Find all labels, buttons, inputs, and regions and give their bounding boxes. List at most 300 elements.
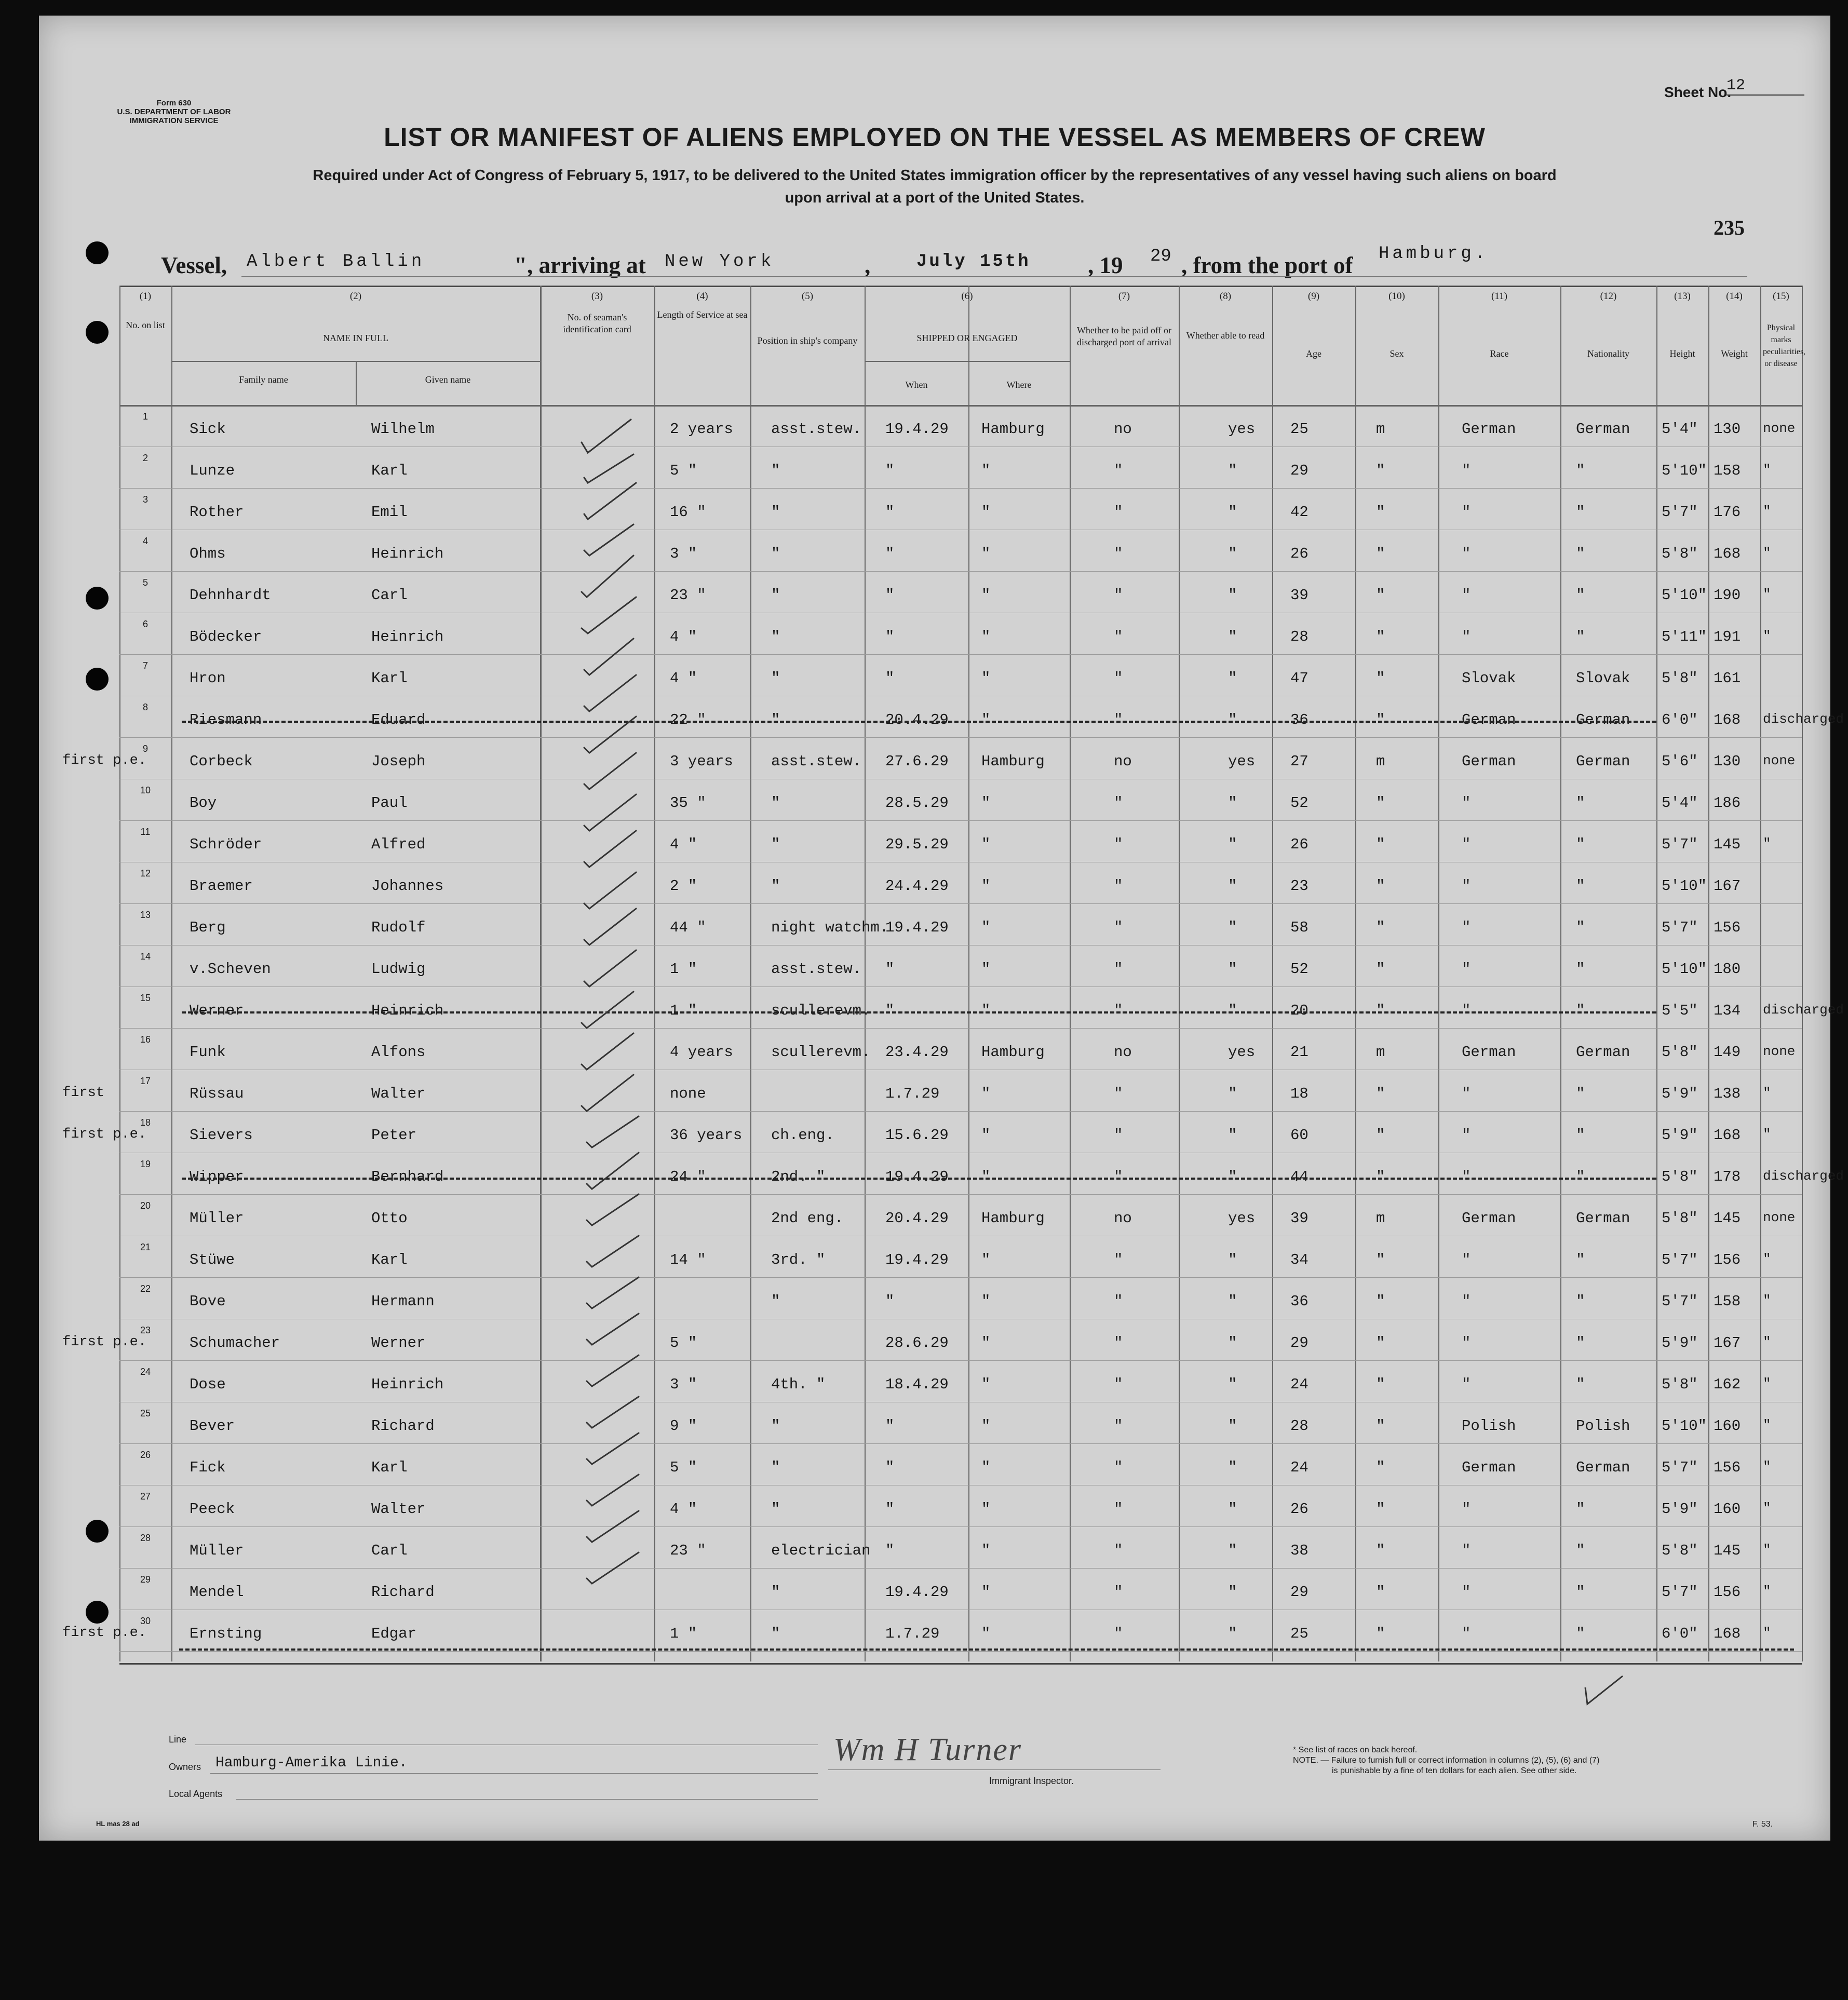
- cell-where: ": [981, 794, 991, 812]
- cell-where: ": [981, 504, 991, 521]
- cell-position: 2nd eng.: [771, 1210, 844, 1227]
- row-divider: [119, 571, 1802, 572]
- cell-nat: ": [1576, 919, 1585, 936]
- cell-where: ": [981, 711, 991, 728]
- cell-family: Ernsting: [190, 1625, 262, 1642]
- cell-nat: ": [1576, 587, 1585, 604]
- cell-age: 52: [1290, 961, 1309, 978]
- cell-height: 5'9": [1662, 1334, 1698, 1352]
- cell-height: 5'7": [1662, 919, 1698, 936]
- cell-when: 28.6.29: [885, 1334, 949, 1352]
- cell-height: 5'4": [1662, 794, 1698, 812]
- cell-weight: 130: [1714, 421, 1741, 438]
- cell-height: 5'8": [1662, 1542, 1698, 1559]
- cell-race: ": [1462, 1501, 1471, 1518]
- cell-read: ": [1228, 836, 1237, 853]
- cell-given: Peter: [371, 1127, 417, 1144]
- manifest-sheet: Form 630 U.S. DEPARTMENT OF LABOR IMMIGRATION SERVICE Sheet No. 12 LIST OR MANIFEST OF ALIENS EMPLOYED ON THE VESSEL AS MEMBERS OF CREW Required under Act of Congress of February 5, 1917, to be delivered to the United States immigration officer by the representatives of any vessel having such aliens on board upon arrival at a port of the United States. 235 Vessel, Albert Ballin ", arriving at New York , July 15th , 19 29 , from the port of Hamburg. (1) (2) (3) (4) (5) (6) (7) (8) (9) (10) (11) (12) (13) (14) (15) No. on list NAME IN FULL Family name Given name No. of seaman's identification card Length of Service at sea Position in ship's company SHIPPED OR ENGAGED When Where Whether to be paid off or discharged port of arrival Whether able to read Age Sex Race Nationality Height Weight Physical marks peculiarities, or disease 1 Sick Wilhelm 2 years asst.stew. 19.4.29 Hamburg no yes 25 m German German 5'4" 130 none 2 Lunze Karl 5 " " " " " " 29 " " " 5'10" 158 " 3 Rother Emil 16 " " " " " " 42 " " " 5'7" 176 " 4 Ohms Heinrich 3 " " " " " " 26 " " " 5'8" 168 " 5 Dehnhardt Carl 23 " " " " " " 39 " " " 5'10" 190 " 6 Bödecker Heinrich 4 " " " " " " 28 " " " 5'11" 191 " 7 Hron Karl 4 " " " " " " 47 " Slovak Slovak 5'8" 161 8 Riesmann Eduard 22 " " 20.4.29 " " " 36 " German German 6'0" 168 discharged 9 first p.e. Corbeck Joseph 3 years asst.stew. 27.6.29 Hamburg no yes 27 m German German 5'6" 130 none 10 Boy Paul 35 " " 28.5.29 " " " 52 " " " 5'4" 186 11 Schröder Alfred 4 " " 29.5.29 " " " 26 " " " 5'7" 145 " 12 Braemer Johannes 2 " " 24.4.29 " " " 23 " " " 5'10" 167 13 Berg Rudolf 44 " night watchm. 19.4.29 " " " 58 " " " 5'7" 156 14 v.Scheven Ludwig 1 " asst.stew. " " " " 52 " " " 5'10" 180 15 Werner Heinrich 1 " scullerevm. " " " " 20 " " " 5'5" 134 discharged 16 Funk Alfons 4 years scullerevm. 23.4.29 Hamburg no yes 21 m German German 5'8" 149 none 17 first Rüssau Walter none 1.7.29 " " " 18 " " " 5'9" 138 " 18 first p.e. Sievers Peter 36 years ch.eng. 15.6.29 " " " 60 " " " 5'9" 168 " 19 Wipper Bernhard 24 " 2nd. " 19.4.29 " " " 44 " " " 5'8" 178 discharged 20 Müller Otto 2nd eng. 20.4.29 Hamburg no yes 39 m German German 5'8" 145 none 21 Stüwe Karl 14 " 3rd. " 19.4.29 " " " 34 " " " 5'7" 156 " 22 Bove Hermann " " " " " 36 " " " 5'7" 158 " 23 first p.e. Schumacher Werner 5 " 28.6.29 " " " 29 " " " 5'9" 167 " 24 Dose Heinrich 3 " 4th. " 18.4.29 " " " 24 " " " 5'8" 162 " 25 Bever Richard 9 " " " " " " 28 " Polish Polish 5'10" 160 " 26 Fick Karl 5 " " " " " " 24 " German German 5'7" 156 " 27 Peeck Walter 4 " " " " " " 26 " " " 5'9" 160 " 28 Müller Carl 23 " electrician " " " " 38 " " " 5'8" 145 " 29 Mendel Richard " 19.4.29 " " " 29 " " " 5'7" 156 " 30 first p.e. Ernsting Edgar 1 " " 1.7.29 " " " 25 " " " 6'0" 168 " Line Owners Hamburg-Amerika Linie. Local Agents Wm H Turner Immigrant Inspector. * See list of races on back hereof. NOTE. — Failure to furnish full or correct information in columns (2), (5), (6) and (7) is punishable by a fine of ten dollars for each alien. See other side. HL mas 28 ad F. 53.: [39, 16, 1830, 1841]
- cell-sex: ": [1376, 504, 1385, 521]
- cell-paid: ": [1114, 1584, 1123, 1601]
- cell-sex: ": [1376, 545, 1385, 562]
- cell-when: 24.4.29: [885, 877, 949, 895]
- cell-race: ": [1462, 1334, 1471, 1352]
- row-divider: [119, 737, 1802, 738]
- cell-sex: ": [1376, 587, 1385, 604]
- row-number: 4: [142, 536, 148, 546]
- cell-nat: ": [1576, 545, 1585, 562]
- cell-nat: ": [1576, 877, 1585, 895]
- cell-service: 1 ": [670, 1625, 697, 1642]
- cell-age: 39: [1290, 587, 1309, 604]
- cell-given: Heinrich: [371, 1002, 444, 1019]
- cell-age: 25: [1290, 421, 1309, 438]
- cell-weight: 176: [1714, 504, 1741, 521]
- inspector-signature: Wm H Turner: [833, 1732, 1022, 1767]
- cell-age: 42: [1290, 504, 1309, 521]
- row-number: 9: [142, 744, 148, 754]
- cell-family: Funk: [190, 1044, 226, 1061]
- cell-when: 1.7.29: [885, 1625, 940, 1642]
- cell-when: 19.4.29: [885, 1168, 949, 1185]
- cell-paid: ": [1114, 794, 1123, 812]
- cell-paid: ": [1114, 1334, 1123, 1352]
- cell-race: German: [1462, 1044, 1516, 1061]
- row-number: 18: [140, 1117, 151, 1128]
- cell-when: 29.5.29: [885, 836, 949, 853]
- cell-age: 36: [1290, 1293, 1309, 1310]
- row-number: 7: [142, 660, 148, 671]
- cell-service: 4 ": [670, 1501, 697, 1518]
- cell-age: 26: [1290, 545, 1309, 562]
- cell-race: ": [1462, 836, 1471, 853]
- cell-paid: ": [1114, 1251, 1123, 1268]
- cell-nat: ": [1576, 836, 1585, 853]
- cell-sex: ": [1376, 1625, 1385, 1642]
- cell-given: Carl: [371, 1542, 408, 1559]
- cell-paid: no: [1114, 421, 1132, 438]
- cell-marks: ": [1763, 1085, 1771, 1101]
- cell-where: ": [981, 1168, 991, 1185]
- cell-sex: ": [1376, 1293, 1385, 1310]
- cell-service: 4 ": [670, 836, 697, 853]
- cell-given: Joseph: [371, 753, 426, 770]
- cell-height: 5'9": [1662, 1501, 1698, 1518]
- cell-when: 23.4.29: [885, 1044, 949, 1061]
- cell-read: ": [1228, 587, 1237, 604]
- cell-sex: m: [1376, 1044, 1385, 1061]
- cell-marks: ": [1763, 587, 1771, 602]
- cell-position: 4th. ": [771, 1376, 826, 1393]
- cell-family: Bödecker: [190, 628, 262, 645]
- cell-position: ": [771, 545, 780, 562]
- inspector-label: Immigrant Inspector.: [989, 1776, 1074, 1786]
- cell-family: Corbeck: [190, 753, 253, 770]
- cell-position: scullerevm.: [771, 1044, 871, 1061]
- cell-read: ": [1228, 1293, 1237, 1310]
- cell-weight: 130: [1714, 753, 1741, 770]
- cell-race: ": [1462, 919, 1471, 936]
- from-port-label: , from the port of: [1181, 252, 1353, 278]
- row-annotation: first p.e.: [62, 753, 147, 768]
- cell-age: 26: [1290, 1501, 1309, 1518]
- cell-sex: ": [1376, 1501, 1385, 1518]
- cell-given: Richard: [371, 1417, 435, 1435]
- row-divider: [119, 1111, 1802, 1112]
- cell-marks: ": [1763, 1293, 1771, 1308]
- cell-paid: ": [1114, 1625, 1123, 1642]
- row-divider: [119, 654, 1802, 655]
- cell-age: 27: [1290, 753, 1309, 770]
- cell-sex: ": [1376, 670, 1385, 687]
- cell-read: ": [1228, 1085, 1237, 1102]
- cell-race: ": [1462, 545, 1471, 562]
- cell-nat: German: [1576, 711, 1630, 728]
- cell-age: 29: [1290, 1334, 1309, 1352]
- cell-service: 4 ": [670, 670, 697, 687]
- cell-height: 5'8": [1662, 1044, 1698, 1061]
- cell-position: ": [771, 462, 780, 479]
- cell-given: Heinrich: [371, 1376, 444, 1393]
- row-number: 13: [140, 910, 151, 920]
- cell-family: Müller: [190, 1542, 244, 1559]
- document-subtitle-continued: upon arrival at a port of the United States.: [785, 190, 1085, 206]
- cell-where: ": [981, 1127, 991, 1144]
- cell-service: 16 ": [670, 504, 706, 521]
- cell-paid: no: [1114, 1210, 1132, 1227]
- cell-height: 5'9": [1662, 1127, 1698, 1144]
- arrival-date: July 15th: [916, 252, 1031, 272]
- cell-race: ": [1462, 1002, 1471, 1019]
- cell-read: ": [1228, 1334, 1237, 1352]
- row-number: 16: [140, 1034, 151, 1045]
- cell-nat: Slovak: [1576, 670, 1630, 687]
- cell-where: ": [981, 1459, 991, 1476]
- cell-service: 22 ": [670, 711, 706, 728]
- cell-weight: 156: [1714, 1584, 1741, 1601]
- cell-race: German: [1462, 1210, 1516, 1227]
- cell-service: 24 ": [670, 1168, 706, 1185]
- cell-when: 19.4.29: [885, 1584, 949, 1601]
- cell-marks: ": [1763, 628, 1771, 644]
- cell-age: 60: [1290, 1127, 1309, 1144]
- cell-position: ": [771, 836, 780, 853]
- cell-where: ": [981, 1417, 991, 1435]
- cell-weight: 158: [1714, 1293, 1741, 1310]
- row-number: 2: [142, 453, 148, 463]
- cell-weight: 178: [1714, 1168, 1741, 1185]
- cell-given: Alfred: [371, 836, 426, 853]
- owners-label: Owners: [169, 1762, 201, 1772]
- cell-paid: ": [1114, 919, 1123, 936]
- cell-read: yes: [1228, 753, 1256, 770]
- cell-service: 3 ": [670, 1376, 697, 1393]
- row-divider: [119, 1443, 1802, 1444]
- strike-through-line: [182, 1011, 1656, 1013]
- cell-paid: ": [1114, 587, 1123, 604]
- cell-nat: German: [1576, 1210, 1630, 1227]
- cell-marks: ": [1763, 545, 1771, 561]
- cell-age: 29: [1290, 1584, 1309, 1601]
- cell-paid: ": [1114, 670, 1123, 687]
- cell-given: Emil: [371, 504, 408, 521]
- cell-when: 1.7.29: [885, 1085, 940, 1102]
- cell-where: ": [981, 1584, 991, 1601]
- row-divider: [119, 1526, 1802, 1527]
- cell-paid: no: [1114, 1044, 1132, 1061]
- cell-weight: 145: [1714, 1210, 1741, 1227]
- punch-hole: [86, 668, 109, 691]
- cell-paid: ": [1114, 711, 1123, 728]
- cell-marks: ": [1763, 1542, 1771, 1558]
- department-name: U.S. DEPARTMENT OF LABOR: [117, 107, 231, 116]
- cell-position: ": [771, 877, 780, 895]
- cell-nat: ": [1576, 1293, 1585, 1310]
- cell-height: 5'10": [1662, 961, 1707, 978]
- cell-race: ": [1462, 1584, 1471, 1601]
- cell-paid: ": [1114, 1168, 1123, 1185]
- cell-race: German: [1462, 421, 1516, 438]
- cell-paid: ": [1114, 877, 1123, 895]
- cell-when: ": [885, 1459, 895, 1476]
- cell-given: Karl: [371, 462, 408, 479]
- col-weight: Weight: [1721, 348, 1748, 359]
- row-number: 27: [140, 1491, 151, 1502]
- cell-sex: m: [1376, 753, 1385, 770]
- cell-given: Karl: [371, 1251, 408, 1268]
- cell-age: 28: [1290, 628, 1309, 645]
- cell-age: 26: [1290, 836, 1309, 853]
- cell-nat: ": [1576, 462, 1585, 479]
- arrival-port: New York: [665, 252, 775, 272]
- cell-nat: German: [1576, 753, 1630, 770]
- cell-where: ": [981, 1542, 991, 1559]
- cell-where: ": [981, 877, 991, 895]
- cell-sex: ": [1376, 1459, 1385, 1476]
- cell-paid: ": [1114, 1376, 1123, 1393]
- cell-race: ": [1462, 1251, 1471, 1268]
- cell-given: Carl: [371, 587, 408, 604]
- cell-when: 28.5.29: [885, 794, 949, 812]
- cell-given: Karl: [371, 670, 408, 687]
- cell-position: asst.stew.: [771, 961, 862, 978]
- cell-age: 38: [1290, 1542, 1309, 1559]
- cell-paid: ": [1114, 1542, 1123, 1559]
- cell-race: German: [1462, 753, 1516, 770]
- cell-position: asst.stew.: [771, 421, 862, 438]
- cell-height: 6'0": [1662, 1625, 1698, 1642]
- year-label: , 19: [1088, 252, 1123, 278]
- cell-sex: ": [1376, 961, 1385, 978]
- cell-family: Dose: [190, 1376, 226, 1393]
- row-divider: [119, 1360, 1802, 1361]
- cell-age: 23: [1290, 877, 1309, 895]
- cell-read: ": [1228, 877, 1237, 895]
- sheet-number: 12: [1726, 77, 1746, 94]
- cell-weight: 156: [1714, 919, 1741, 936]
- cell-marks: ": [1763, 1127, 1771, 1142]
- punch-hole: [86, 587, 109, 610]
- document-subtitle: Required under Act of Congress of February 5, 1917, to be delivered to the United States immigration officer by the representatives of any vessel having such aliens on board: [313, 167, 1557, 184]
- cell-height: 5'7": [1662, 836, 1698, 853]
- cell-position: ": [771, 711, 780, 728]
- cell-family: Bever: [190, 1417, 235, 1435]
- row-divider: [119, 488, 1802, 489]
- cell-nat: ": [1576, 504, 1585, 521]
- cell-nat: ": [1576, 1584, 1585, 1601]
- cell-read: ": [1228, 628, 1237, 645]
- cell-nat: ": [1576, 1625, 1585, 1642]
- cell-marks: ": [1763, 1251, 1771, 1267]
- cell-marks: ": [1763, 1417, 1771, 1433]
- col-when: When: [905, 380, 928, 390]
- cell-height: 5'10": [1662, 462, 1707, 479]
- cell-height: 5'8": [1662, 1210, 1698, 1227]
- cell-sex: ": [1376, 1002, 1385, 1019]
- row-number: 15: [140, 993, 151, 1003]
- cell-given: Alfons: [371, 1044, 426, 1061]
- cell-sex: ": [1376, 462, 1385, 479]
- cell-family: Hron: [190, 670, 226, 687]
- row-number: 12: [140, 868, 151, 879]
- cell-paid: ": [1114, 504, 1123, 521]
- cell-height: 5'8": [1662, 545, 1698, 562]
- col-no-on-list: No. on list: [126, 320, 165, 330]
- cell-paid: ": [1114, 1127, 1123, 1144]
- cell-sex: ": [1376, 1584, 1385, 1601]
- cell-position: ": [771, 794, 780, 812]
- cell-position: ": [771, 1293, 780, 1310]
- col-given-name: Given name: [425, 374, 471, 385]
- cell-sex: ": [1376, 711, 1385, 728]
- cell-marks: discharged: [1763, 711, 1844, 727]
- cell-service: 3 ": [670, 545, 697, 562]
- vessel-label: Vessel,: [161, 252, 227, 278]
- cell-nat: ": [1576, 1168, 1585, 1185]
- row-divider: [119, 1277, 1802, 1278]
- col-nationality: Nationality: [1587, 348, 1629, 359]
- cell-paid: ": [1114, 1501, 1123, 1518]
- row-divider: [119, 1194, 1802, 1195]
- cell-where: ": [981, 587, 991, 604]
- cell-position: ": [771, 670, 780, 687]
- line-label: Line: [169, 1734, 187, 1745]
- cell-service: none: [670, 1085, 706, 1102]
- local-agents-label: Local Agents: [169, 1789, 223, 1799]
- cell-service: 23 ": [670, 587, 706, 604]
- cell-age: 25: [1290, 1625, 1309, 1642]
- row-divider: [119, 820, 1802, 821]
- cell-where: ": [981, 836, 991, 853]
- cell-family: Werner: [190, 1002, 244, 1019]
- cell-given: Heinrich: [371, 545, 444, 562]
- cell-read: ": [1228, 1251, 1237, 1268]
- end-of-list-line: [179, 1648, 1794, 1651]
- cell-weight: 160: [1714, 1417, 1741, 1435]
- cell-sex: ": [1376, 877, 1385, 895]
- cell-race: German: [1462, 711, 1516, 728]
- cell-service: 9 ": [670, 1417, 697, 1435]
- cell-marks: none: [1763, 1210, 1796, 1225]
- cell-family: Müller: [190, 1210, 244, 1227]
- cell-read: ": [1228, 1417, 1237, 1435]
- cell-when: ": [885, 462, 895, 479]
- page-number: 235: [1714, 216, 1745, 239]
- row-number: 1: [142, 411, 148, 422]
- cell-nat: ": [1576, 1251, 1585, 1268]
- cell-height: 5'10": [1662, 1417, 1707, 1435]
- cell-where: Hamburg: [981, 753, 1045, 770]
- cell-height: 5'5": [1662, 1002, 1698, 1019]
- cell-where: ": [981, 545, 991, 562]
- col-race: Race: [1490, 348, 1509, 359]
- cell-family: Schumacher: [190, 1334, 280, 1352]
- cell-height: 5'9": [1662, 1085, 1698, 1102]
- cell-family: Sievers: [190, 1127, 253, 1144]
- cell-race: ": [1462, 1376, 1471, 1393]
- cell-given: Karl: [371, 1459, 408, 1476]
- cell-weight: 168: [1714, 1127, 1741, 1144]
- cell-when: ": [885, 670, 895, 687]
- cell-race: ": [1462, 1542, 1471, 1559]
- cell-age: 24: [1290, 1376, 1309, 1393]
- cell-where: ": [981, 1334, 991, 1352]
- sheet-number-line: [1726, 94, 1804, 96]
- col-sex: Sex: [1390, 348, 1404, 359]
- cell-marks: none: [1763, 1044, 1796, 1059]
- cell-read: ": [1228, 1584, 1237, 1601]
- row-divider: [119, 903, 1802, 904]
- row-number: 6: [142, 619, 148, 629]
- row-number: 22: [140, 1283, 151, 1294]
- cell-height: 5'6": [1662, 753, 1698, 770]
- cell-given: Hermann: [371, 1293, 435, 1310]
- cell-weight: 160: [1714, 1501, 1741, 1518]
- row-number: 23: [140, 1325, 151, 1335]
- cell-read: ": [1228, 462, 1237, 479]
- cell-height: 5'7": [1662, 1584, 1698, 1601]
- cell-age: 34: [1290, 1251, 1309, 1268]
- cell-weight: 167: [1714, 877, 1741, 895]
- cell-when: ": [885, 628, 895, 645]
- cell-position: ": [771, 1417, 780, 1435]
- cell-read: ": [1228, 504, 1237, 521]
- form-identifier: [91, 99, 257, 125]
- cell-read: ": [1228, 961, 1237, 978]
- cell-position: electrician: [771, 1542, 871, 1559]
- cell-weight: 134: [1714, 1002, 1741, 1019]
- cell-weight: 167: [1714, 1334, 1741, 1352]
- cell-given: Bernhard: [371, 1168, 444, 1185]
- cell-position: night watchm.: [771, 919, 889, 936]
- cell-height: 5'4": [1662, 421, 1698, 438]
- cell-family: Bove: [190, 1293, 226, 1310]
- cell-position: ": [771, 1584, 780, 1601]
- cell-family: Stüwe: [190, 1251, 235, 1268]
- cell-sex: ": [1376, 1168, 1385, 1185]
- cell-sex: ": [1376, 836, 1385, 853]
- cell-given: Otto: [371, 1210, 408, 1227]
- cell-height: 5'7": [1662, 1293, 1698, 1310]
- cell-age: 21: [1290, 1044, 1309, 1061]
- cell-weight: 191: [1714, 628, 1741, 645]
- cell-age: 18: [1290, 1085, 1309, 1102]
- arrival-year: 29: [1150, 247, 1171, 266]
- cell-given: Richard: [371, 1584, 435, 1601]
- strike-through-line: [182, 1178, 1656, 1180]
- cell-when: ": [885, 1293, 895, 1310]
- cell-sex: ": [1376, 919, 1385, 936]
- cell-race: German: [1462, 1459, 1516, 1476]
